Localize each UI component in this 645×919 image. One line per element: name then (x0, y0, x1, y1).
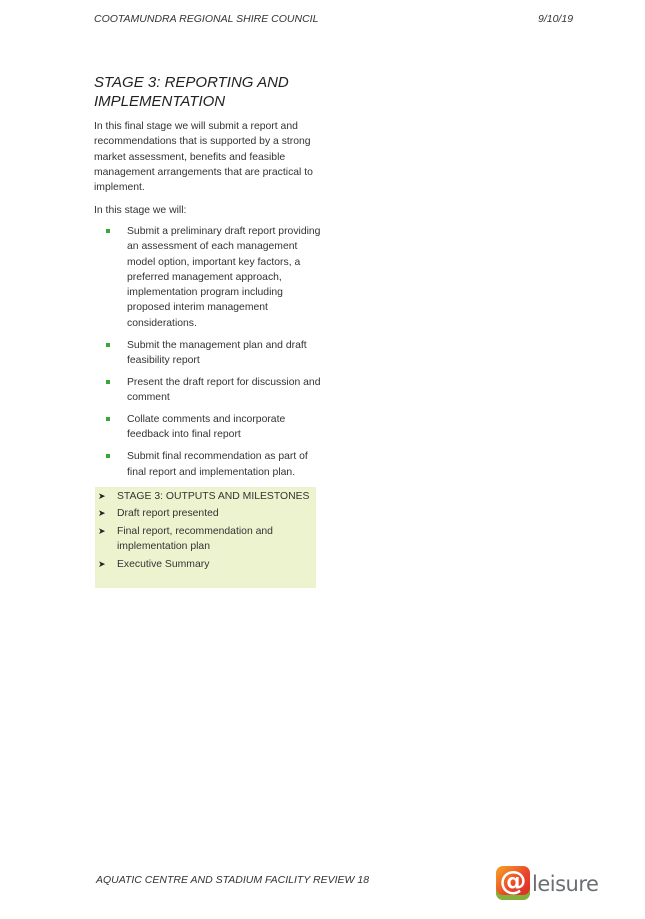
outputs-list (95, 487, 316, 572)
list-item (94, 224, 324, 331)
list-item (94, 412, 324, 443)
stage-bullet-list (94, 224, 324, 486)
leisure-logo (496, 866, 606, 904)
intro-paragraph: In this final stage we will submit a report and recommendations that is supported by a strong market assessment, benefits and feasible management arrangements that are practical to implement. (94, 121, 313, 194)
at-symbol-icon: @ (499, 866, 527, 897)
lead-in-text: In this stage we will: (94, 205, 187, 216)
header-date: 9/10/19 (538, 13, 574, 25)
section-title: STAGE 3: REPORTING AND IMPLEMENTATION (94, 74, 289, 110)
logo-wordmark: leisure (532, 872, 599, 896)
list-item (95, 489, 316, 504)
square-bullet-icon (106, 343, 110, 347)
square-bullet-icon (106, 229, 110, 233)
arrow-bullet-icon: ➤ (98, 491, 106, 501)
list-item (94, 338, 324, 369)
square-bullet-icon (106, 380, 110, 384)
outputs-heading: STAGE 3: OUTPUTS AND MILESTONES (117, 491, 310, 502)
list-item-text: Collate comments and incorporate feedback into final report (127, 414, 286, 441)
list-item-text: Submit a preliminary draft report providing an assessment of each management model option, important key factors, a preferred management approach, implementation program including proposed interim management considerations. (127, 226, 321, 329)
square-bullet-icon (106, 454, 110, 458)
arrow-bullet-icon: ➤ (98, 508, 106, 519)
outputs-milestones-box (95, 487, 316, 588)
footer-document-title: AQUATIC CENTRE AND STADIUM FACILITY REVIEW 18 (96, 874, 370, 886)
header-organization: COOTAMUNDRA REGIONAL SHIRE COUNCIL (94, 13, 319, 25)
square-bullet-icon (106, 417, 110, 421)
list-item-text: Draft report presented (117, 508, 219, 520)
list-item-text: Submit the management plan and draft feasibility report (127, 339, 307, 366)
list-item-text: Submit final recommendation as part of final report and implementation plan. (127, 451, 308, 478)
list-item (94, 375, 324, 406)
list-item (95, 524, 316, 555)
list-item (95, 557, 316, 572)
list-item-text: Present the draft report for discussion and comment (127, 376, 321, 404)
list-item-text: Final report, recommendation and implementation plan (117, 525, 273, 553)
list-item-text: Executive Summary (117, 558, 210, 570)
list-item (94, 449, 324, 480)
list-item (95, 506, 316, 521)
arrow-bullet-icon: ➤ (98, 525, 106, 536)
arrow-bullet-icon: ➤ (98, 558, 106, 569)
